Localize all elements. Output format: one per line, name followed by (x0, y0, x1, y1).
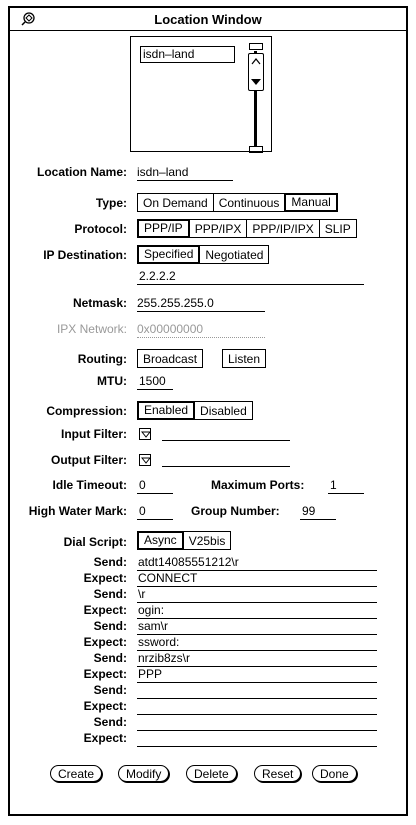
maximum-ports-underline (328, 493, 364, 494)
ip-destination-label: IP Destination: (43, 248, 127, 262)
protocol-ppp-ipx-option[interactable]: PPP/IPX (189, 219, 248, 238)
routing-label: Routing: (77, 352, 127, 366)
dial-script-send-label: Send: (93, 587, 127, 601)
input-filter-underline (162, 440, 290, 441)
dial-script-send-input[interactable]: atdt14085551212\r (138, 555, 239, 569)
location-list[interactable] (130, 36, 272, 152)
scrollbar-bottom-cap[interactable] (249, 146, 263, 153)
dial-script-row-underline (137, 586, 377, 587)
dial-script-send-input[interactable]: \r (138, 587, 146, 601)
protocol-ppp-ip-option[interactable]: PPP/IP (137, 219, 190, 238)
scrollbar-top-cap[interactable] (249, 43, 263, 50)
dial-script-row-underline (137, 730, 377, 731)
netmask-label: Netmask: (72, 296, 127, 310)
scrollbar[interactable] (247, 43, 265, 151)
routing-broadcast-button[interactable]: Broadcast (137, 349, 203, 368)
routing-listen-button[interactable]: Listen (222, 349, 266, 368)
ip-destination-selector (137, 245, 268, 264)
location-name-underline (137, 180, 233, 181)
dial-script-label: Dial Script: (63, 535, 127, 549)
ipx-network-input: 0x00000000 (137, 322, 204, 336)
group-number-underline (300, 519, 336, 520)
protocol-label: Protocol: (74, 222, 127, 236)
dial-script-send-label: Send: (93, 555, 127, 569)
dial-script-send-input[interactable]: sam\r (138, 619, 168, 633)
compression-enabled-option[interactable]: Enabled (137, 401, 195, 420)
create-button[interactable]: Create (50, 765, 102, 782)
reset-button[interactable]: Reset (254, 765, 301, 782)
idle-timeout-input[interactable]: 0 (139, 478, 146, 492)
dial-script-row-underline (137, 602, 377, 603)
title-bar (10, 8, 406, 31)
idle-timeout-label: Idle Timeout: (52, 478, 127, 492)
netmask-input[interactable]: 255.255.255.0 (137, 296, 214, 310)
ip-destination-specified-option[interactable]: Specified (137, 245, 200, 264)
output-filter-menu-button[interactable] (139, 454, 151, 466)
dial-script-expect-label: Expect: (83, 667, 127, 681)
netmask-underline (137, 311, 265, 312)
dial-script-v25bis-option[interactable]: V25bis (183, 531, 232, 550)
high-water-mark-input[interactable]: 0 (139, 504, 146, 518)
dial-script-async-option[interactable]: Async (137, 531, 184, 550)
dial-script-expect-input[interactable]: PPP (138, 667, 163, 681)
protocol-slip-option[interactable]: SLIP (319, 219, 357, 238)
type-label: Type: (95, 196, 127, 210)
dial-script-row-underline (137, 746, 377, 747)
dial-script-row-underline (137, 618, 377, 619)
protocol-selector (137, 219, 356, 238)
window-title: Location Window (154, 12, 262, 27)
scroll-elevator[interactable] (248, 53, 264, 91)
dial-script-send-label: Send: (93, 683, 127, 697)
location-list-item[interactable]: isdn–land (140, 46, 235, 63)
output-filter-label: Output Filter: (51, 453, 127, 467)
location-window (8, 6, 408, 816)
ip-destination-negotiated-option[interactable]: Negotiated (199, 245, 269, 264)
maximum-ports-input[interactable]: 1 (330, 478, 337, 492)
modify-button[interactable]: Modify (118, 765, 169, 782)
type-on-demand-option[interactable]: On Demand (137, 193, 214, 212)
mtu-input[interactable]: 1500 (139, 374, 166, 388)
dial-script-expect-label: Expect: (83, 603, 127, 617)
compression-disabled-option[interactable]: Disabled (194, 401, 253, 420)
done-button[interactable]: Done (312, 765, 357, 782)
ipx-network-label: IPX Network: (56, 322, 127, 336)
menu-down-arrow-icon (141, 457, 151, 465)
ip-destination-input[interactable]: 2.2.2.2 (139, 269, 176, 283)
mtu-label: MTU: (97, 374, 127, 388)
input-filter-label: Input Filter: (61, 427, 127, 441)
maximum-ports-label: Maximum Ports: (211, 478, 305, 492)
group-number-label: Group Number: (191, 504, 280, 518)
dial-script-expect-input[interactable]: ssword: (138, 635, 180, 649)
scroll-up-arrow-icon[interactable] (249, 54, 263, 68)
dial-script-send-label: Send: (93, 715, 127, 729)
dial-script-expect-label: Expect: (83, 731, 127, 745)
dial-script-send-input[interactable]: nrzib8zs\r (138, 651, 191, 665)
dial-script-send-label: Send: (93, 619, 127, 633)
dial-script-expect-label: Expect: (83, 635, 127, 649)
location-name-input[interactable]: isdn–land (137, 165, 189, 179)
type-continuous-option[interactable]: Continuous (213, 193, 286, 212)
dial-script-expect-input[interactable]: CONNECT (138, 571, 198, 585)
dial-script-row-underline (137, 682, 377, 683)
ip-destination-underline (137, 284, 364, 285)
dial-script-send-label: Send: (93, 651, 127, 665)
idle-timeout-underline (137, 493, 173, 494)
dial-script-expect-label: Expect: (83, 571, 127, 585)
type-manual-option[interactable]: Manual (284, 193, 337, 212)
protocol-ppp-ip-ipx-option[interactable]: PPP/IP/IPX (246, 219, 319, 238)
dial-script-row-underline (137, 666, 377, 667)
dial-script-row-underline (137, 698, 377, 699)
high-water-mark-label: High Water Mark: (28, 504, 127, 518)
delete-button[interactable]: Delete (186, 765, 237, 782)
ipx-network-underline (137, 337, 265, 338)
dial-script-selector (137, 531, 230, 550)
high-water-mark-underline (137, 519, 173, 520)
dial-script-expect-label: Expect: (83, 699, 127, 713)
scroll-down-arrow-icon[interactable] (249, 74, 263, 88)
compression-selector (137, 401, 252, 420)
dial-script-expect-input[interactable]: ogin: (138, 603, 165, 617)
input-filter-menu-button[interactable] (139, 428, 151, 440)
mtu-underline (137, 389, 173, 390)
group-number-input[interactable]: 99 (302, 504, 316, 518)
compression-label: Compression: (46, 404, 127, 418)
dial-script-row-underline (137, 714, 377, 715)
output-filter-underline (162, 466, 290, 467)
type-selector (137, 193, 337, 212)
menu-down-arrow-icon (141, 431, 151, 439)
location-name-label: Location Name: (36, 165, 127, 179)
